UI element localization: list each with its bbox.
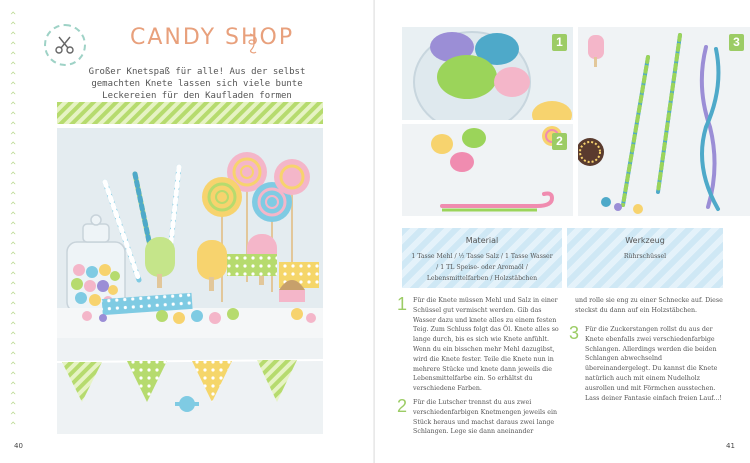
chevron-trim	[6, 8, 20, 438]
material-heading: Material	[465, 236, 499, 245]
chevron-mark: ‹	[7, 330, 20, 336]
chevron-mark: ‹	[7, 10, 20, 16]
step-badge-1: 1	[552, 34, 567, 51]
chevron-mark: ‹	[7, 400, 20, 406]
step-1-photo	[402, 27, 573, 120]
chevron-mark: ‹	[7, 360, 20, 366]
chevron-mark: ‹	[7, 200, 20, 206]
chevron-mark: ‹	[7, 40, 20, 46]
chevron-mark: ‹	[7, 170, 20, 176]
chevron-mark: ‹	[7, 340, 20, 346]
instruction-2: Für die Lutscher trennst du aus zwei verschiedenfarbigen Knetmengen jeweils ein Stück heraus und machst daraus zwei lange Schlangen. Lege sie dann aneinander	[413, 399, 558, 436]
chevron-mark: ‹	[7, 370, 20, 376]
chevron-mark: ‹	[7, 350, 20, 356]
scissors-icon	[54, 34, 76, 56]
candy-shop-photo	[57, 102, 323, 434]
werkzeug-heading: Werkzeug	[625, 236, 665, 245]
instruction-2-continued: und rolle sie eng zu einer Schnecke auf. Diese steckst du dann auf ein Holzstäbchen.	[575, 297, 723, 314]
chevron-mark: ‹	[7, 240, 20, 246]
instruction-3: Für die Zuckerstangen rollst du aus der Knete ebenfalls zwei verschiedenfarbige Schlangen. Allerdings werden die beiden Schlangen abwechselnd übereinandergelegt. Du kannst die Knete natürlich auch mit einem Nudelholz ausrollen und mit Förmchen ausstechen. Lass deiner Fantasie einfach freien Lauf...!	[585, 326, 722, 402]
chevron-mark: ‹	[7, 80, 20, 86]
chevron-mark: ‹	[7, 230, 20, 236]
material-box	[402, 228, 562, 288]
chevron-mark: ‹	[7, 50, 20, 56]
chevron-mark: ‹	[7, 130, 20, 136]
right-page	[375, 0, 750, 463]
chevron-mark: ‹	[7, 180, 20, 186]
step-number-2: 2	[397, 396, 408, 416]
chevron-mark: ‹	[7, 320, 20, 326]
chevron-mark: ‹	[7, 90, 20, 96]
step-badge-2: 2	[552, 133, 567, 150]
step-2-photo	[402, 124, 573, 216]
chevron-mark: ‹	[7, 270, 20, 276]
step-number-3: 3	[569, 323, 580, 343]
chevron-mark: ‹	[7, 380, 20, 386]
chevron-mark: ‹	[7, 140, 20, 146]
chevron-mark: ‹	[7, 220, 20, 226]
chevron-mark: ‹	[7, 260, 20, 266]
chevron-mark: ‹	[7, 310, 20, 316]
scissors-badge	[44, 24, 86, 66]
step-number-1: 1	[397, 294, 408, 314]
chevron-mark: ‹	[7, 60, 20, 66]
chevron-mark: ‹	[7, 190, 20, 196]
chevron-mark: ‹	[7, 410, 20, 416]
werkzeug-box	[567, 228, 723, 288]
chevron-mark: ‹	[7, 160, 20, 166]
chevron-mark: ‹	[7, 120, 20, 126]
page-title: CANDY SHOP	[130, 25, 295, 50]
swirl-decoration	[246, 32, 260, 54]
chevron-mark: ‹	[7, 280, 20, 286]
page-subtitle: Großer Knetspaß für alle! Aus der selbst gemachten Knete lassen sich viele bunte Leckereien für den Kaufladen formen	[88, 67, 306, 101]
step-badge-3: 3	[729, 34, 744, 51]
werkzeug-list: Rührschüssel	[623, 253, 667, 260]
chevron-mark: ‹	[7, 300, 20, 306]
chevron-mark: ‹	[7, 250, 20, 256]
chevron-mark: ‹	[7, 420, 20, 426]
instruction-1: Für die Knete müssen Mehl und Salz in einer Schüssel gut vermischt werden. Gib das Wasser dazu und knete alles zu einem festen Teig. Zum Schluss folgt das Öl. Knete alles so lange durch, bis es sich wie Knete anfühlt. Wenn du ein bisschen mehr Mehl dazugibst, wird die Knete fester. Teile die Knete nun in mehrere Stücke und knete dann jeweils die Lebensmittelfarbe ein. So erhältst du verschiedene Farben.	[413, 297, 559, 393]
chevron-mark: ‹	[7, 30, 20, 36]
material-list: 1 Tasse Mehl / ½ Tasse Salz / 1 Tasse Wasser / 1 TL Speise- oder Aromaöl / Lebensmittelfarben / Holzstäbchen	[411, 253, 553, 282]
chevron-mark: ‹	[7, 210, 20, 216]
step-3-photo	[578, 27, 750, 216]
chevron-mark: ‹	[7, 100, 20, 106]
chevron-mark: ‹	[7, 110, 20, 116]
chevron-mark: ‹	[7, 20, 20, 26]
chevron-mark: ‹	[7, 70, 20, 76]
page-number-left: 40	[14, 442, 23, 450]
chevron-mark: ‹	[7, 150, 20, 156]
page-number-right: 41	[726, 442, 735, 450]
chevron-mark: ‹	[7, 290, 20, 296]
chevron-mark: ‹	[7, 390, 20, 396]
